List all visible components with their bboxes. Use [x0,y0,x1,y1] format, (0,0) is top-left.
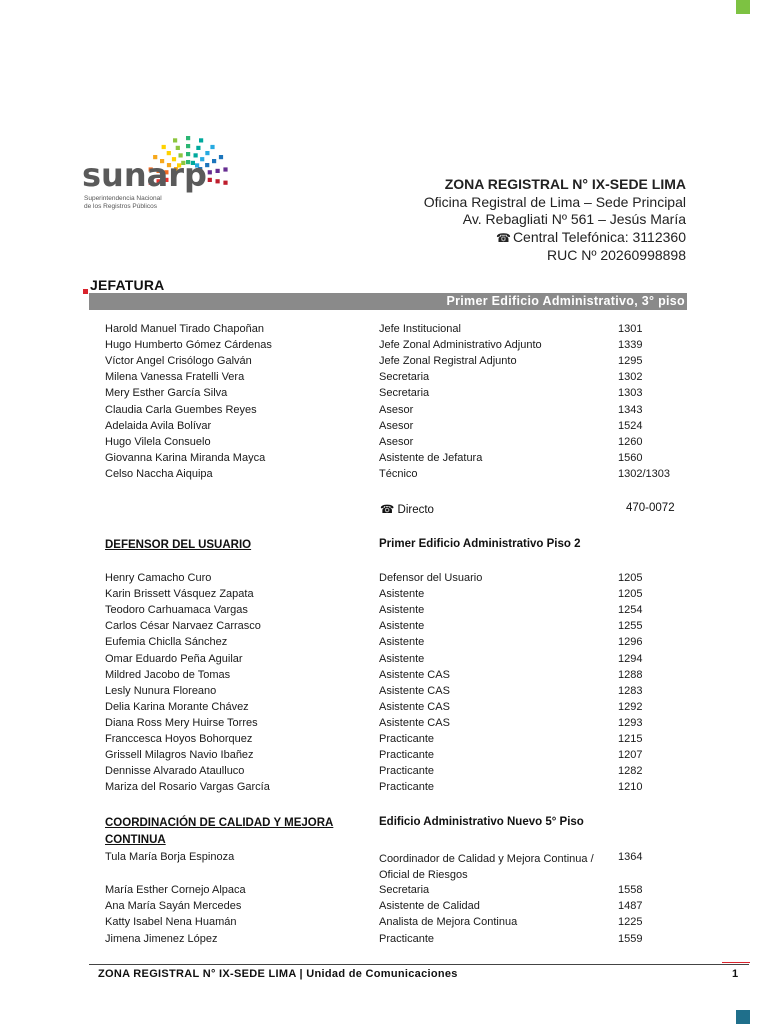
list-item [0,685,768,701]
sunburst-dot [199,138,203,142]
person-name: Diana Ross Mery Huirse Torres [105,716,258,729]
list-item [0,468,768,484]
location-bar [89,293,687,310]
direct-number: 470-0072 [626,502,675,514]
extension: 1293 [618,716,643,729]
list-item [0,323,768,339]
list-item [0,604,768,620]
person-role: Defensor del Usuario [379,572,483,584]
sunburst-dot [162,145,166,149]
list-item [0,572,768,588]
list-item [0,701,768,717]
person-role: Practicante [379,749,435,762]
person-role: Asesor [379,435,414,448]
list-item [0,781,768,797]
person-role: Asesor [379,419,414,432]
extension: 1302 [618,371,643,384]
extension: 1207 [618,749,643,762]
sunburst-dot [176,146,180,150]
person-name: Claudia Carla Guembes Reyes [105,403,257,416]
list-item [0,404,768,420]
person-name: Víctor Angel Crisólogo Galván [105,355,252,368]
person-name: Franccesca Hoyos Bohorquez [105,733,253,745]
extension: 1559 [618,932,643,945]
list-item [0,339,768,355]
section-title-calidad: COORDINACIÓN DE CALIDAD Y MEJORA CONTINUA [105,817,334,846]
section-bullet [83,289,88,294]
extension: 1283 [618,684,643,697]
person-role: Practicante [379,765,435,778]
person-role: Asistente [379,652,425,665]
person-role: Asistente [379,588,425,601]
person-name: Grissell Milagros Navio Ibañez [105,749,254,762]
person-role: Secretaria [379,883,430,896]
person-name: Mildred Jacobo de Tomas [105,668,231,681]
person-role: Asistente CAS [379,684,450,697]
extension: 1255 [618,620,643,633]
list-item [0,933,768,949]
section-title-defensor: DEFENSOR DEL USUARIO [105,539,252,551]
phone-icon: ☎ [380,504,398,516]
person-name: Mery Esther García Silva [105,387,228,400]
list-item [0,669,768,685]
header-address: Av. Rebagliati Nº 561 – Jesús María [462,211,686,227]
person-role: Practicante [379,733,435,745]
sunburst-dot [186,136,190,140]
logo-subtitle: Superintendencia Nacional de los Registros Públicos [84,195,162,210]
list-item [0,653,768,669]
person-role: Asistente de Jefatura [379,451,483,464]
person-name: Katty Isabel Nena Huamán [105,916,237,929]
person-name: María Esther Cornejo Alpaca [105,883,246,896]
person-role: Practicante [379,932,435,945]
footer-divider [89,964,749,965]
person-name: Omar Eduardo Peña Aguilar [105,652,243,665]
person-name: Lesly Nunura Floreano [105,684,217,697]
person-name: Celso Naccha Aiquipa [105,467,213,480]
extension: 1364 [618,851,643,863]
list-item [0,452,768,468]
sunburst-dot [223,181,227,185]
person-role: Asistente CAS [379,700,450,713]
extension: 1210 [618,781,643,794]
person-role: Asistente CAS [379,668,450,681]
person-name: Carlos César Narvaez Carrasco [105,620,261,633]
person-role: Practicante [379,781,435,794]
location-label: Primer Edificio Administrativo, 3° piso [446,294,685,308]
header-title: ZONA REGISTRAL N° IX-SEDE LIMA [444,176,686,192]
list-item [0,916,768,932]
extension: 1292 [618,700,643,713]
person-role: Asesor [379,403,414,416]
list-item [0,636,768,652]
extension: 1260 [618,435,643,448]
sunburst-dot [219,155,223,159]
extension: 1225 [618,916,643,929]
extension: 1301 [618,323,643,335]
person-role: Asistente [379,604,425,617]
extension: 1295 [618,355,643,368]
person-role: Jefe Institucional [379,323,461,335]
corner-mark-teal [736,1010,750,1024]
sunburst-dot [212,159,216,163]
sunburst-dot [216,169,220,173]
list-item [0,355,768,371]
logo-wordmark: sunarp [82,156,207,194]
person-name: Dennisse Alvarado Ataulluco [105,765,245,778]
direct-label: ☎ Directo [380,504,434,516]
sunburst-dot [186,144,190,148]
sunburst-dot [196,146,200,150]
person-role: Jefe Zonal Registral Adjunto [379,355,517,368]
extension: 1288 [618,668,643,681]
person-name: Henry Camacho Curo [105,572,212,584]
person-name: Karin Brissett Vásquez Zapata [105,588,254,601]
corner-mark-green [736,0,750,14]
person-role: Secretaria [379,371,430,384]
section-location-defensor: Primer Edificio Administrativo Piso 2 [379,538,581,550]
person-name: Hugo Humberto Gómez Cárdenas [105,339,272,352]
header-office: Oficina Registral de Lima – Sede Principal [423,193,686,210]
list-item [0,733,768,749]
list-item [0,851,768,881]
person-name: Ana María Sayán Mercedes [105,899,242,912]
extension: 1205 [618,588,643,601]
person-name: Teodoro Carhuamaca Vargas [105,604,248,617]
list-item [0,900,768,916]
person-name: Tula María Borja Espinoza [105,851,235,863]
list-item [0,749,768,765]
extension: 1302/1303 [618,467,670,480]
header-phone: ☎ Central Telefónica: 3112360 [424,229,686,248]
person-role: Analista de Mejora Continua [379,916,518,929]
list-item [0,387,768,403]
list-item [0,717,768,733]
list-item [0,765,768,781]
extension: 1282 [618,765,643,778]
person-name: Hugo Vilela Consuelo [105,435,211,448]
sunburst-dot [167,151,171,155]
list-item [0,420,768,436]
list-item [0,436,768,452]
list-item [0,588,768,604]
extension: 1205 [618,572,643,584]
header-ruc: RUC Nº 20260998898 [547,247,686,263]
sunburst-dot [208,178,212,182]
sunburst-dot [205,151,209,155]
extension: 1487 [618,899,643,912]
person-role: Asistente [379,620,425,633]
person-role: Jefe Zonal Administrativo Adjunto [379,339,542,352]
person-role: Asistente de Calidad [379,899,480,912]
page-number: 1 [732,968,739,980]
section-title-jefatura: JEFATURA [90,277,165,293]
extension: 1254 [618,604,643,617]
sunburst-dot [208,170,212,174]
footer-text: ZONA REGISTRAL N° IX-SEDE LIMA | Unidad de Comunicaciones [98,968,458,980]
extension: 1339 [618,339,643,352]
person-name: Harold Manuel Tirado Chapoñan [105,323,264,335]
list-item [0,371,768,387]
person-role: Coordinador de Calidad y Mejora Continua / Oficial de Riesgos [379,853,594,881]
extension: 1303 [618,387,643,400]
list-item [0,884,768,900]
footer-accent [722,962,750,963]
extension: 1560 [618,451,643,464]
person-name: Giovanna Karina Miranda Mayca [105,451,266,464]
section-location-calidad: Edificio Administrativo Nuevo 5° Piso [379,816,584,828]
person-name: Adelaida Avila Bolívar [105,419,212,432]
extension: 1215 [618,733,643,745]
person-role: Secretaria [379,387,430,400]
extension: 1558 [618,883,643,896]
list-item [0,620,768,636]
extension: 1296 [618,636,643,649]
person-name: Mariza del Rosario Vargas García [105,781,270,794]
extension: 1343 [618,403,643,416]
person-name: Eufemia Chiclla Sánchez [105,636,228,649]
person-name: Milena Vanessa Fratelli Vera [105,371,245,384]
sunburst-dot [210,145,214,149]
extension: 1524 [618,419,643,432]
person-name: Jimena Jimenez López [105,932,218,945]
sunburst-dot [173,138,177,142]
person-role: Técnico [379,467,418,480]
extension: 1294 [618,652,643,665]
person-role: Asistente CAS [379,716,450,729]
office-header [424,176,686,265]
person-name: Delia Karina Morante Chávez [105,700,249,713]
phone-icon: ☎ [495,230,511,245]
sunburst-dot [223,167,227,171]
sunarp-logo [80,122,260,210]
sunburst-dot [216,179,220,183]
person-role: Asistente [379,636,425,649]
